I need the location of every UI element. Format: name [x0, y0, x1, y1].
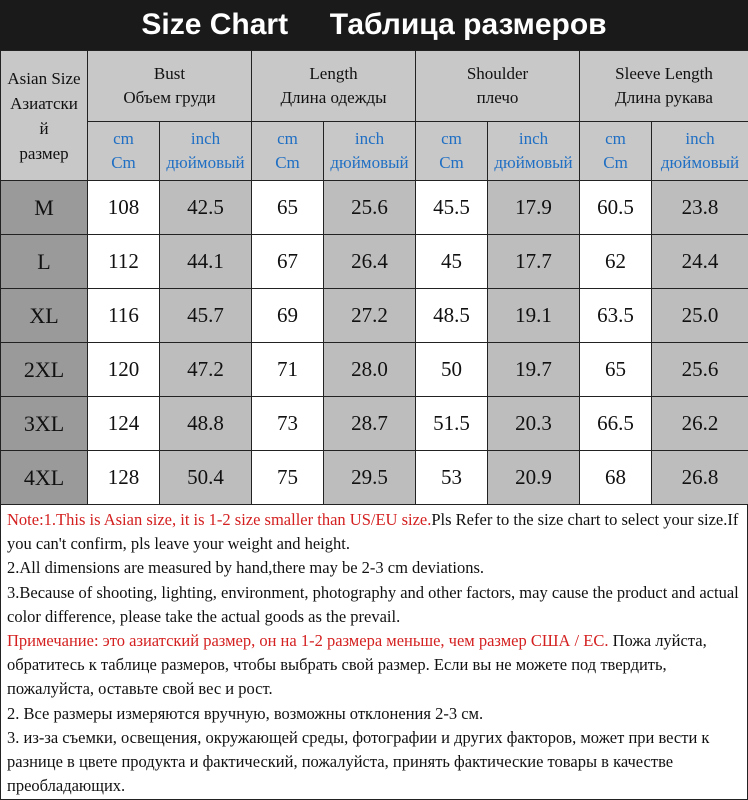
sleeve-cm-value: 68	[580, 451, 652, 505]
sleeve-inch-value: 25.0	[652, 289, 748, 343]
shoulder-cm-value: 50	[416, 343, 488, 397]
sleeve-header-en: Sleeve Length	[615, 64, 713, 83]
inch-unit-ru: дюймовый	[330, 153, 409, 172]
length-header	[252, 51, 416, 122]
sleeve-inch-value: 26.8	[652, 451, 748, 505]
note-en-1-text: Pls Refer to the size chart to select your size.If you can't confirm, pls leave your weight and height.	[7, 510, 739, 554]
size-chart-banner	[0, 0, 748, 50]
table-row	[1, 289, 748, 343]
table-row	[1, 343, 748, 397]
size-label: 2XL	[1, 343, 88, 397]
note-ru-1	[7, 629, 741, 702]
size-header-line-1: Asian Size	[7, 68, 81, 88]
bust-header-ru: Объем груди	[123, 88, 216, 107]
sleeve-inch-unit	[652, 122, 748, 181]
asian-size-header	[1, 51, 88, 181]
note-en-1-warning: Note:1.This is Asian size, it is 1-2 size smaller than US/EU size.	[7, 510, 432, 529]
bust-cm-value: 112	[88, 235, 160, 289]
inch-unit-ru: дюймовый	[166, 153, 245, 172]
size-label: M	[1, 181, 88, 235]
table-row	[1, 235, 748, 289]
bust-inch-value: 47.2	[160, 343, 252, 397]
shoulder-cm-value: 48.5	[416, 289, 488, 343]
banner-title: Size Chart Таблица размеров	[141, 8, 607, 41]
bust-cm-value: 128	[88, 451, 160, 505]
bust-cm-unit	[88, 122, 160, 181]
length-inch-value: 26.4	[324, 235, 416, 289]
bust-cm-value: 116	[88, 289, 160, 343]
shoulder-inch-value: 17.7	[488, 235, 580, 289]
sleeve-cm-value: 65	[580, 343, 652, 397]
bust-header-en: Bust	[153, 64, 186, 83]
sleeve-length-header	[580, 51, 748, 122]
cm-unit-ru: Cm	[439, 153, 464, 172]
size-label: XL	[1, 289, 88, 343]
length-inch-value: 29.5	[324, 451, 416, 505]
length-cm-value: 73	[252, 397, 324, 451]
length-inch-value: 27.2	[324, 289, 416, 343]
shoulder-cm-value: 51.5	[416, 397, 488, 451]
cm-unit-en: cm	[277, 129, 298, 148]
sleeve-inch-value: 24.4	[652, 235, 748, 289]
size-label: 4XL	[1, 451, 88, 505]
shoulder-cm-value: 53	[416, 451, 488, 505]
shoulder-inch-value: 19.7	[488, 343, 580, 397]
bust-cm-value: 120	[88, 343, 160, 397]
length-header-ru: Длина одежды	[280, 88, 387, 107]
length-cm-value: 69	[252, 289, 324, 343]
sleeve-cm-value: 60.5	[580, 181, 652, 235]
note-ru-2: 2. Все размеры измеряются вручную, возможны отклонения 2-3 см.	[7, 703, 484, 723]
cm-unit-en: cm	[113, 129, 134, 148]
size-label: L	[1, 235, 88, 289]
sleeve-inch-value: 26.2	[652, 397, 748, 451]
shoulder-inch-value: 20.9	[488, 451, 580, 505]
inch-unit-en: inch	[685, 129, 715, 148]
size-label: 3XL	[1, 397, 88, 451]
table-row	[1, 397, 748, 451]
length-inch-value: 28.0	[324, 343, 416, 397]
sleeve-cm-value: 63.5	[580, 289, 652, 343]
length-inch-value: 28.7	[324, 397, 416, 451]
length-inch-value: 25.6	[324, 181, 416, 235]
bust-inch-value: 45.7	[160, 289, 252, 343]
sleeve-cm-unit	[580, 122, 652, 181]
bust-cm-value: 124	[88, 397, 160, 451]
shoulder-inch-value: 19.1	[488, 289, 580, 343]
length-inch-unit	[324, 122, 416, 181]
note-ru-1-text: Пожа луйста, обратитесь к таблице размеров, чтобы выбрать свой размер. Если вы не можете под твердить, пожалуйста, оставьте свой вес и рост.	[7, 631, 707, 699]
bust-inch-value: 50.4	[160, 451, 252, 505]
bust-inch-value: 44.1	[160, 235, 252, 289]
shoulder-header-ru: плечо	[476, 88, 519, 107]
cm-unit-en: cm	[605, 129, 626, 148]
inch-unit-en: inch	[518, 129, 549, 148]
inch-unit-en: inch	[354, 129, 385, 148]
length-header-en: Length	[309, 64, 358, 83]
length-cm-unit	[252, 122, 324, 181]
note-en-1	[7, 508, 741, 556]
size-header-line-2: Азиатски	[10, 93, 78, 113]
inch-unit-en: inch	[190, 129, 221, 148]
cm-unit-ru: Cm	[603, 153, 628, 172]
length-cm-value: 71	[252, 343, 324, 397]
sleeve-inch-value: 25.6	[652, 343, 748, 397]
group-header-row	[1, 51, 748, 122]
length-cm-value: 65	[252, 181, 324, 235]
bust-header	[88, 51, 252, 122]
table-row	[1, 451, 748, 505]
shoulder-inch-value: 17.9	[488, 181, 580, 235]
note-ru-1-warning: Примечание: это азиатский размер, он на 1-2 размера меньше, чем размер США / ЕС.	[7, 631, 609, 651]
shoulder-inch-value: 20.3	[488, 397, 580, 451]
shoulder-inch-unit	[488, 122, 580, 181]
shoulder-cm-value: 45	[416, 235, 488, 289]
sleeve-cm-value: 62	[580, 235, 652, 289]
cm-unit-ru: Cm	[275, 153, 300, 172]
shoulder-cm-unit	[416, 122, 488, 181]
note-en-2: 2.All dimensions are measured by hand,there may be 2-3 cm deviations.	[7, 558, 484, 578]
bust-inch-value: 42.5	[160, 181, 252, 235]
bust-inch-value: 48.8	[160, 397, 252, 451]
inch-unit-ru: дюймовый	[494, 153, 573, 172]
bust-inch-unit	[160, 122, 252, 181]
size-header-line-3: й	[39, 118, 49, 138]
size-chart-table	[0, 50, 748, 505]
sleeve-header-ru: Длина рукава	[615, 88, 713, 107]
cm-unit-ru: Cm	[111, 153, 136, 172]
bust-cm-value: 108	[88, 181, 160, 235]
sleeve-inch-value: 23.8	[652, 181, 748, 235]
inch-unit-ru: дюймовый	[660, 153, 740, 172]
cm-unit-en: cm	[441, 129, 462, 148]
unit-header-row	[1, 122, 748, 181]
note-en-3: 3.Because of shooting, lighting, environment, photography and other factors, may cause the product and actual color difference, please take the actual goods as the prevail.	[7, 582, 739, 626]
table-row	[1, 181, 748, 235]
length-cm-value: 75	[252, 451, 324, 505]
size-header-line-4: размер	[19, 143, 69, 163]
note-ru-3: 3. из-за съемки, освещения, окружающей среды, фотографии и других факторов, может при вести к разнице в цвете продукта и фактический, пожалуйста, принять фактические товары в качестве преобладающих.	[7, 727, 710, 796]
sleeve-cm-value: 66.5	[580, 397, 652, 451]
notes-section	[0, 504, 748, 800]
shoulder-header-en: Shoulder	[466, 64, 529, 83]
shoulder-header	[416, 51, 580, 122]
length-cm-value: 67	[252, 235, 324, 289]
shoulder-cm-value: 45.5	[416, 181, 488, 235]
